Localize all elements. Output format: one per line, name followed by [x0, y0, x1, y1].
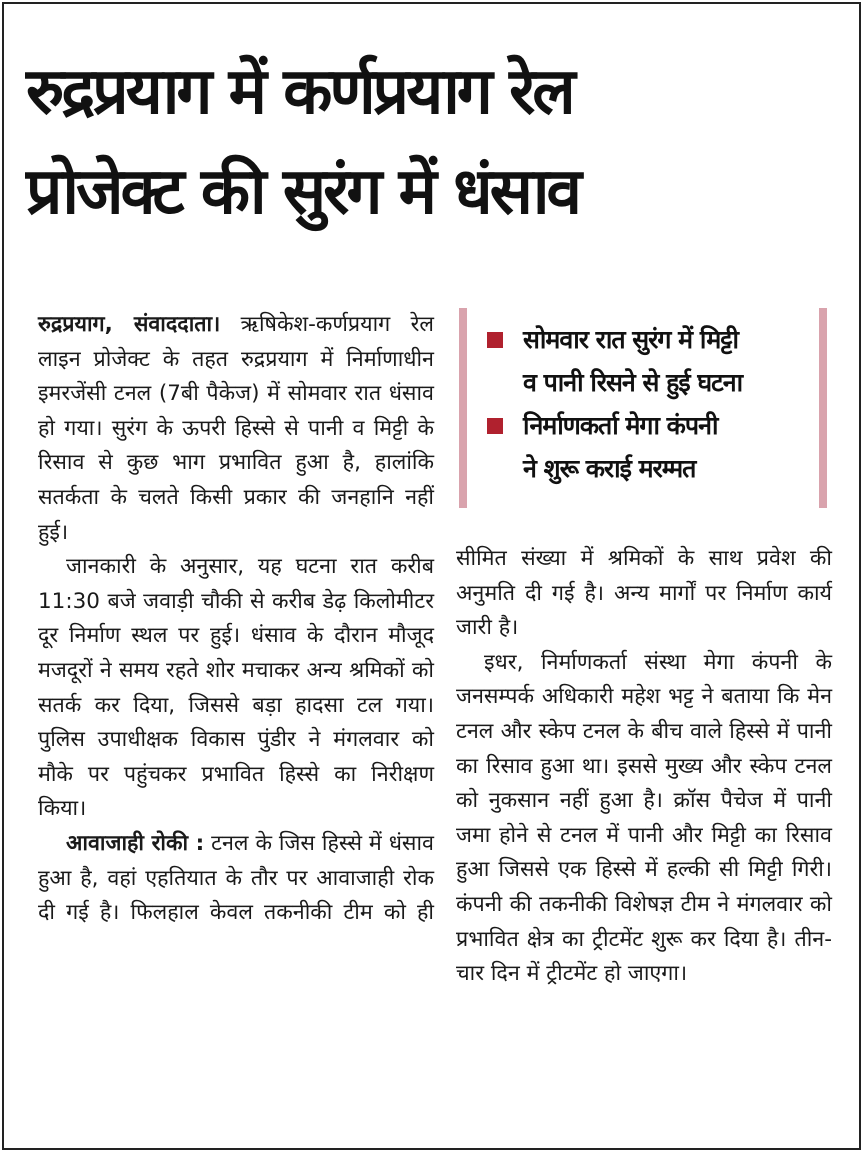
article-paragraph: इधर, निर्माणकर्ता संस्था मेगा कंपनी के जनसम्पर्क अधिकारी महेश भट्ट ने बताया कि मेन टनल और स्केप टनल के बीच वाले हिस्से में पानी का रिसाव हुआ था। इससे मुख्य और स्केप टनल को नुकसान नहीं हुआ है। क्रॉस पैचेज में पानी जमा होने से टनल में पानी और मिट्टी का रिसाव हुआ जिससे एक हिस्से में हल्की सी मिट्टी गिरी। कंपनी की तकनीकी विशेषज्ञ टीम ने मंगलवार को प्रभावित क्षेत्र का ट्रीटमेंट शुरू कर दिया है। तीन-चार दिन में ट्रीटमेंट हो जाएगा। [456, 649, 832, 987]
highlight-line: सोमवार रात सुरंग में मिट्टी [523, 325, 738, 354]
highlight-item [485, 318, 819, 404]
bullet-square-icon [487, 332, 503, 348]
paragraph-text: टनल के जिस हिस्से में धंसाव हुआ है, वहां एहतियात के तौर पर आवाजाही रोक दी गई है। फिलहाल केवल तकनीकी टीम को ही [38, 830, 434, 926]
article-column-left [38, 308, 434, 931]
article-column-right [456, 542, 832, 992]
article-paragraph [38, 308, 434, 550]
bullet-square-icon [487, 418, 503, 434]
article-paragraph [38, 827, 434, 931]
news-clipping [2, 2, 861, 1150]
article-paragraph: सीमित संख्या में श्रमिकों के साथ प्रवेश की अनुमति दी गई है। अन्य मार्गों पर निर्माण कार्य जारी है। [456, 546, 832, 641]
dateline: रुद्रप्रयाग, संवाददाता। [38, 312, 221, 337]
highlight-box [459, 308, 827, 508]
paragraph-text: ऋषिकेश-कर्णप्रयाग रेल लाइन प्रोजेक्ट के तहत रुद्रप्रयाग में निर्माणाधीन इमरजेंसी टनल (7बी पैकेज) में सोमवार रात धंसाव हो गया। सुरंग के ऊपरी हिस्से से पानी व मिट्टी के रिसाव से कुछ भाग प्रभावित हुआ है, हालांकि सतर्कता के चलते किसी प्रकार की जनहानि नहीं हुई। [38, 312, 434, 545]
highlight-line: ने शुरू कराई मरम्मत [523, 454, 696, 483]
headline-line-2: प्रोजेक्ट की सुरंग में धंसाव [26, 155, 579, 229]
headline [26, 42, 846, 242]
highlight-item [485, 404, 819, 490]
highlight-line: निर्माणकर्ता मेगा कंपनी [523, 411, 718, 440]
subheading: आवाजाही रोकी : [66, 830, 205, 856]
article-paragraph: जानकारी के अनुसार, यह घटना रात करीब 11:30 बजे जवाड़ी चौकी से करीब डेढ़ किलोमीटर दूर निर्माण स्थल पर हुई। धंसाव के दौरान मौजूद मजदूरों ने समय रहते शोर मचाकर अन्य श्रमिकों को सतर्क कर दिया, जिससे बड़ा हादसा टल गया। पुलिस उपाधीक्षक विकास पुंडीर ने मंगलवार को मौके पर पहुंचकर प्रभावित हिस्से का निरीक्षण किया। [38, 554, 434, 822]
headline-line-1: रुद्रप्रयाग में कर्णप्रयाग रेल [26, 55, 573, 129]
highlight-line: व पानी रिसने से हुई घटना [523, 368, 743, 397]
